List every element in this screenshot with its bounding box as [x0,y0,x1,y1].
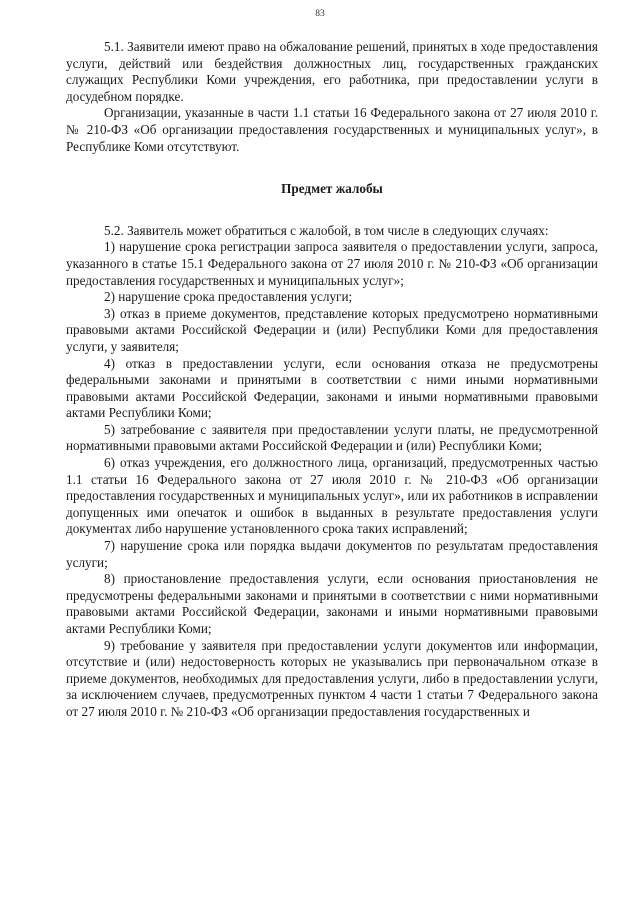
list-item-3: 3) отказ в приеме документов, представление которых предусмотрено нормативными правовыми актами Российской Федерации и (или) Республики Коми для предоставления услуги, у заявителя; [66,305,598,354]
list-item-1: 1) нарушение срока регистрации запроса заявителя о предоставлении услуги, запроса, указанного в статье 15.1 Федерального закона от 27 июля 2010 г. № 210-ФЗ «Об организации предоставления государственных и муниципальных услуг»; [66,239,598,288]
list-item-4: 4) отказ в предоставлении услуги, если основания отказа не предусмотрены федеральными законами и принятыми в соответствии с ними иными нормативными правовыми актами Российской Федерации, законами и иными нормативными правовыми актами Республики Коми; [66,355,598,421]
section-heading: Предмет жалобы [281,181,383,197]
paragraph-5-2: 5.2. Заявитель может обратиться с жалобой, в том числе в следующих случаях: [104,222,549,238]
paragraph-organizations: Организации, указанные в части 1.1 статьи 16 Федерального закона от 27 июля 2010 г. № 210-ФЗ «Об организации предоставления государственных и муниципальных услуг», в Республике Коми отсутствуют. [66,105,598,154]
list-item-7: 7) нарушение срока или порядка выдачи документов по результатам предоставления услуги; [66,538,598,570]
paragraph-5-1: 5.1. Заявители имеют право на обжалование решений, принятых в ходе предоставления услуги, действий или бездействия должностных лиц, государственных гражданских служащих Республики Коми учреждения, его работника, при предоставлении услуги в досудебном порядке. [66,39,598,104]
list-item-2: 2) нарушение срока предоставления услуги; [104,289,353,305]
document-content [66,39,598,721]
list-item-6: 6) отказ учреждения, его должностного лица, организаций, предусмотренных частью 1.1 статьи 16 Федерального закона от 27 июля 2010 г. № 210-ФЗ «Об организации предоставления государственных и муниципальных услуг», или их работников в исправлении допущенных ими опечаток и ошибок в выданных в результате предоставления услуги документах либо нарушение установленного срока таких исправлений; [66,455,598,537]
list-item-8: 8) приостановление предоставления услуги, если основания приостановления не предусмотрены федеральными законами и принятыми в соответствии с ними нормативными правовыми актами Российской Федерации, законами и иными нормативными правовыми актами Республики Коми; [66,571,598,636]
page-number: 83 [315,9,325,19]
list-item-9: 9) требование у заявителя при предоставлении услуги документов или информации, отсутствие и (или) недостоверность которых не указывались при первоначальном отказе в приеме документов, необходимых для предоставления услуги, либо в предоставлении услуги, за исключением случаев, предусмотренных пунктом 4 части 1 статьи 7 Федерального закона от 27 июля 2010 г. № 210-ФЗ «Об организации предоставления государственных и [66,637,598,719]
list-item-5: 5) затребование с заявителя при предоставлении услуги платы, не предусмотренной нормативными правовыми актами Российской Федерации и (или) Республики Коми; [66,421,598,454]
